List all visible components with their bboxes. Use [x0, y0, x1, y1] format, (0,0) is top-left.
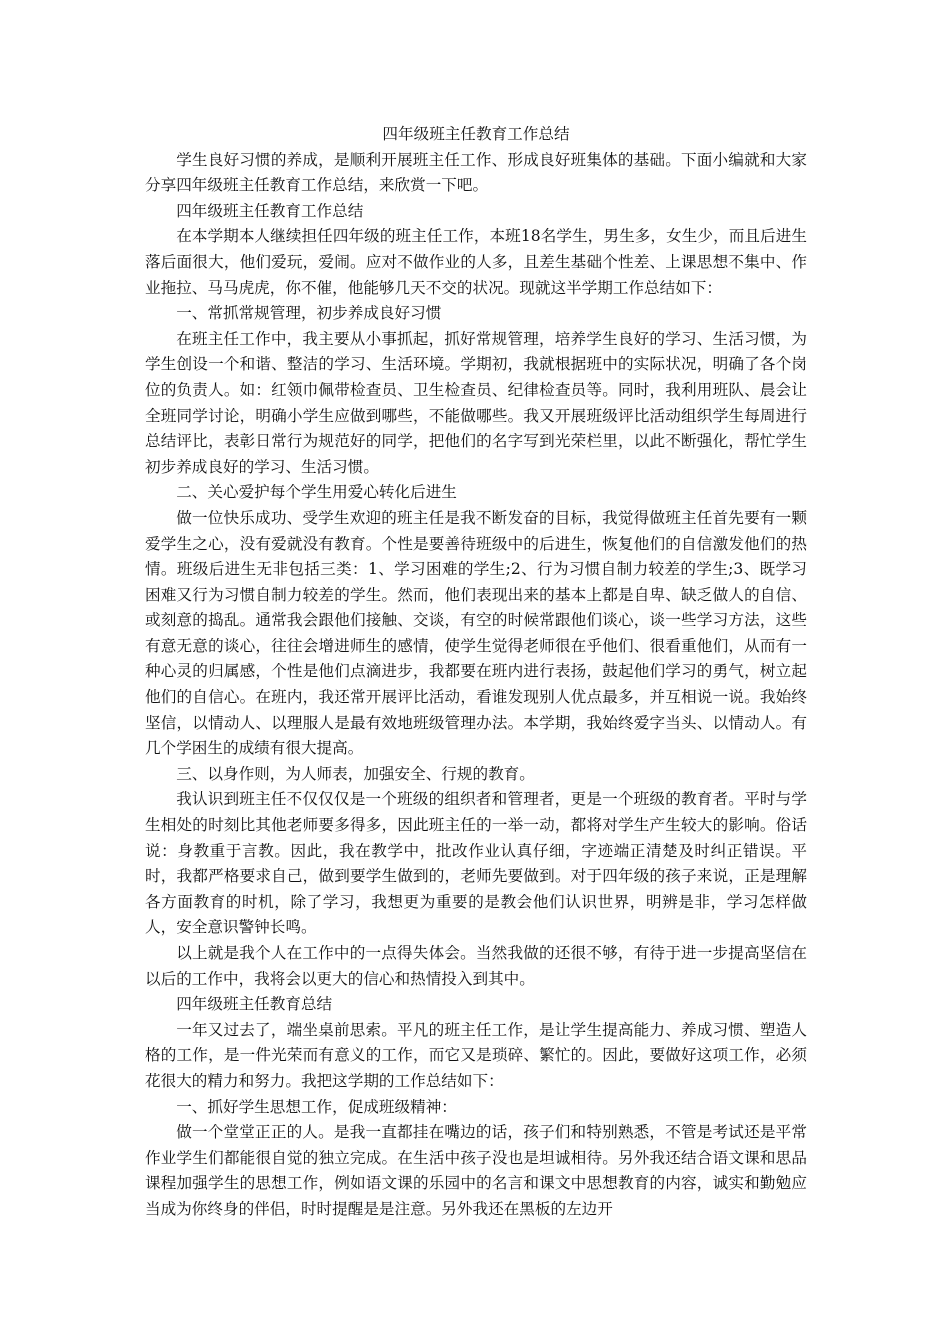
body-paragraph: 在班主任工作中，我主要从小事抓起，抓好常规管理，培养学生良好的学习、生活习惯，为学生创设一个和谐、整洁的学习、生活环境。学期初，我就根据班中的实际状况，明确了各个岗位的负责人。如：红领巾佩带检查员、卫生检查员、纪律检查员等。同时，我利用班队、晨会让全班同学讨论，明确小学生应做到哪些，不能做哪些。我又开展班级评比活动组织学生每周进行总结评比，表彰日常行为规范好的同学，把他们的名字写到光荣栏里，以此不断强化，帮忙学生初步养成良好的学习、生活习惯。 [145, 329, 807, 476]
body-paragraph: 做一位快乐成功、受学生欢迎的班主任是我不断发奋的目标，我觉得做班主任首先要有一颗爱学生之心，没有爱就没有教育。个性是要善待班级中的后进生，恢复他们的自信激发他们的热情。班级后进生无非包括三类：1、学习困难的学生;2、行为习惯自制力较差的学生;3、既学习困难又行为习惯自制力较差的学生。然而，他们表现出来的基本上都是自卑、缺乏做人的自信、或刻意的捣乱。通常我会跟他们接触、交谈，有空的时候常跟他们谈心，谈一些学习方法，这些有意无意的谈心，往往会增进师生的感情，使学生觉得老师很在乎他们、很看重他们，从而有一种心灵的归属感，个性是他们点滴进步，我都要在班内进行表扬，鼓起他们学习的勇气，树立起他们的自信心。在班内，我还常开展评比活动，看谁发现别人优点最多，并互相说一说。我始终坚信，以情动人、以理服人是最有效地班级管理办法。本学期，我始终爱字当头、以情动人。有几个学困生的成绩有很大提高。 [145, 508, 807, 758]
section-heading: 一、抓好学生思想工作，促成班级精神： [176, 1097, 457, 1116]
section-heading: 三、以身作则，为人师表，加强安全、行规的教育。 [176, 764, 535, 783]
body-paragraph: 我认识到班主任不仅仅仅是一个班级的组织者和管理者，更是一个班级的教育者。平时与学生相处的时刻比其他老师要多得多，因此班主任的一举一动，都将对学生产生较大的影响。俗话说：身教重于言教。因此，我在教学中，批改作业认真仔细，字迹端正清楚及时纠正错误。平时，我都严格要求自己，做到要学生做到的，老师先要做到。对于四年级的孩子来说，正是理解各方面教育的时机，除了学习，我想更为重要的是教会他们认识世界，明辨是非，学习怎样做人，安全意识警钟长鸣。 [145, 790, 807, 937]
document-title: 四年级班主任教育工作总结 [382, 125, 570, 143]
section-heading: 二、关心爱护每个学生用爱心转化后进生 [176, 483, 457, 502]
section-heading: 四年级班主任教育工作总结 [176, 201, 364, 220]
body-paragraph: 在本学期本人继续担任四年级的班主任工作，本班18名学生，男生多，女生少，而且后进生落后面很大，他们爱玩，爱闹。应对不做作业的人多，且差生基础个性差、上课思想不集中、作业拖拉、马马虎虎，你不催，他能够几天不交的状况。现就这半学期工作总结如下： [145, 227, 807, 297]
document-page [145, 122, 807, 1223]
body-paragraph: 做一个堂堂正正的人。是我一直都挂在嘴边的话，孩子们和特别熟悉，不管是考试还是平常作业学生们都能很自觉的独立完成。在生活中孩子没也是坦诚相待。另外我还结合语文课和思品课程加强学生的思想工作，例如语文课的乐园中的名言和课文中思想教育的内容，诚实和勤勉应当成为你终身的伴侣，时时提醒是是注意。另外我还在黑板的左边开 [145, 1123, 807, 1218]
section-heading: 四年级班主任教育总结 [176, 995, 333, 1014]
body-paragraph: 一年又过去了，端坐桌前思索。平凡的班主任工作，是让学生提高能力、养成习惯、塑造人格的工作，是一件光荣而有意义的工作，而它又是琐碎、繁忙的。因此，要做好这项工作，必须花很大的精力和努力。我把这学期的工作总结如下： [145, 1020, 807, 1090]
section-heading: 一、常抓常规管理，初步养成良好习惯 [176, 304, 442, 323]
body-paragraph: 以上就是我个人在工作中的一点得失体会。当然我做的还很不够，有待于进一步提高坚信在以后的工作中，我将会以更大的信心和热情投入到其中。 [145, 944, 807, 988]
intro-paragraph: 学生良好习惯的养成，是顺利开展班主任工作、形成良好班集体的基础。下面小编就和大家分享四年级班主任教育工作总结，来欣赏一下吧。 [145, 150, 807, 195]
